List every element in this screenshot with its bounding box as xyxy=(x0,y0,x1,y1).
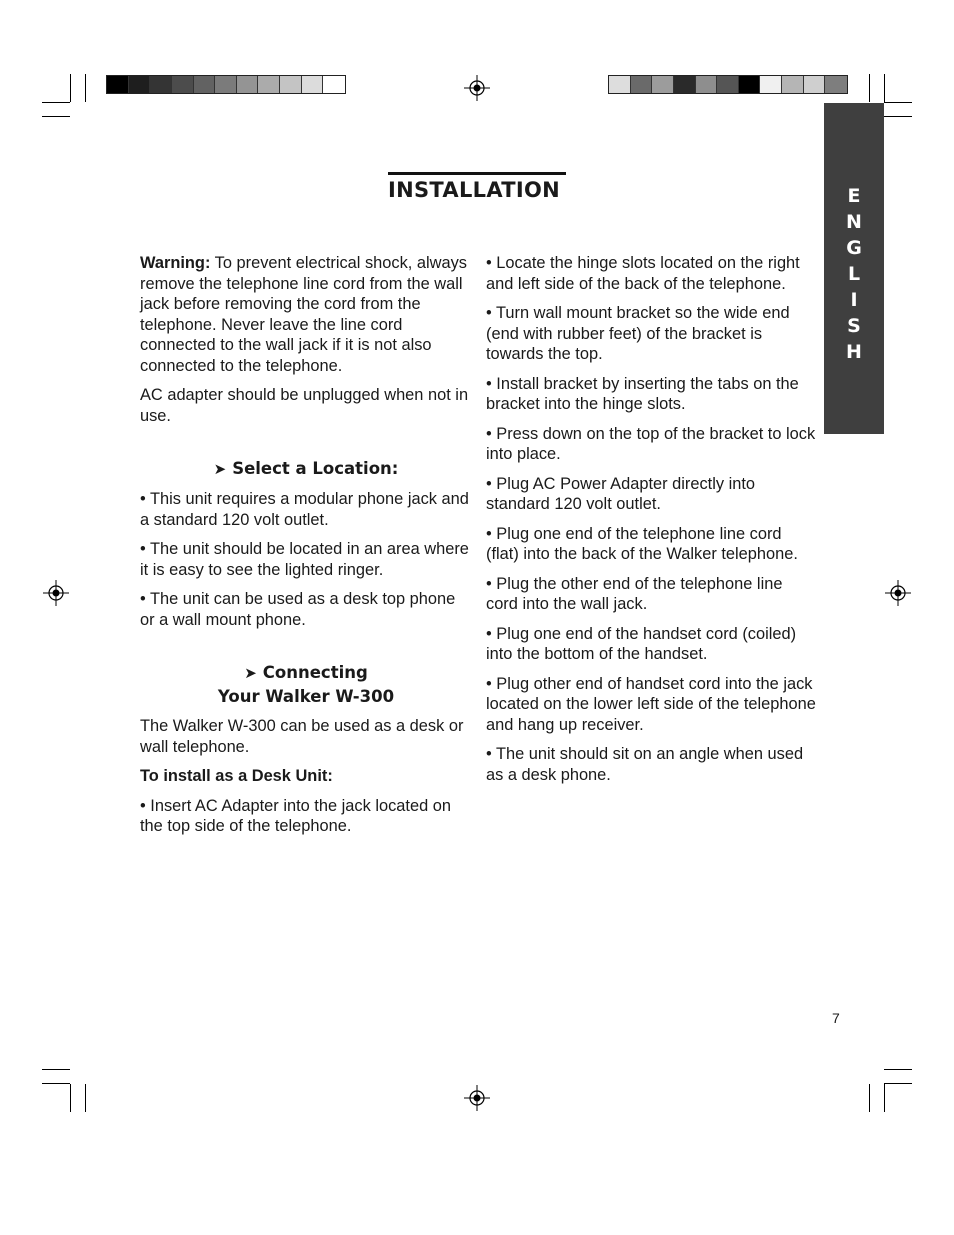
color-swatch xyxy=(631,76,653,93)
color-swatch xyxy=(258,76,280,93)
crop-mark xyxy=(85,74,86,102)
connecting-heading-line2: Your Walker W-300 xyxy=(217,687,395,706)
color-swatch xyxy=(652,76,674,93)
color-swatch xyxy=(150,76,172,93)
crop-mark xyxy=(884,1084,885,1112)
color-swatch xyxy=(323,76,345,93)
crop-mark xyxy=(70,74,71,102)
page-title: INSTALLATION xyxy=(388,178,561,202)
language-side-tab xyxy=(824,103,884,434)
list-item: • Plug one end of the handset cord (coiled) into the bottom of the handset. xyxy=(486,624,797,663)
desk-unit-label: To install as a Desk Unit: xyxy=(140,767,333,785)
list-item: • Plug AC Power Adapter directly into standard 120 volt outlet. xyxy=(486,474,756,513)
color-swatch xyxy=(696,76,718,93)
list-item: • The unit can be used as a desk top phone or a wall mount phone. xyxy=(140,590,456,629)
color-swatch xyxy=(717,76,739,93)
list-item: • Locate the hinge slots located on the right and left side of the back of the telephone. xyxy=(486,254,800,293)
warning-text: To prevent electrical shock, always remove the telephone line cord from the wall jack before removing the cord from the telephone. Never leave the line cord connected to the wall jack if it is not also connected to the telephone. xyxy=(140,254,468,375)
connecting-heading xyxy=(140,661,472,708)
crop-mark xyxy=(42,1069,70,1070)
crop-mark xyxy=(884,1069,912,1070)
left-column xyxy=(140,253,472,846)
crop-mark xyxy=(42,1083,70,1084)
color-swatch xyxy=(804,76,826,93)
warning-label: Warning: xyxy=(140,254,211,272)
color-bar-right xyxy=(608,75,848,94)
color-swatch xyxy=(280,76,302,93)
registration-mark-icon xyxy=(43,580,69,606)
select-location-label: Select a Location: xyxy=(232,459,399,478)
right-column xyxy=(486,253,816,794)
color-swatch xyxy=(129,76,151,93)
list-item: • Plug the other end of the telephone line cord into the wall jack. xyxy=(486,574,783,613)
color-swatch xyxy=(609,76,631,93)
crop-mark xyxy=(884,116,912,117)
page-number: 7 xyxy=(832,1010,840,1026)
color-swatch xyxy=(107,76,129,93)
select-location-heading xyxy=(140,457,472,481)
registration-mark-icon xyxy=(885,580,911,606)
crop-mark xyxy=(884,74,885,102)
crop-mark xyxy=(869,1084,870,1112)
arrow-right-icon: ➤ xyxy=(213,460,227,478)
crop-mark xyxy=(884,102,912,103)
color-swatch xyxy=(825,76,847,93)
color-swatch xyxy=(739,76,761,93)
list-item: • The unit should be located in an area where it is easy to see the lighted ringer. xyxy=(140,540,469,579)
list-item: • Plug one end of the telephone line cord (flat) into the back of the Walker telephone. xyxy=(486,524,798,563)
warning-paragraph xyxy=(140,253,472,376)
color-swatch xyxy=(172,76,194,93)
registration-mark-icon xyxy=(464,1085,490,1111)
list-item: • Install bracket by inserting the tabs on the bracket into the hinge slots. xyxy=(486,374,799,413)
crop-mark xyxy=(85,1084,86,1112)
title-rule xyxy=(388,172,566,175)
connecting-heading-line1: Connecting xyxy=(262,663,368,682)
list-item: • Turn wall mount bracket so the wide end (end with rubber feet) of the bracket is towards the top. xyxy=(486,304,790,363)
color-swatch xyxy=(215,76,237,93)
color-swatch xyxy=(782,76,804,93)
color-swatch xyxy=(760,76,782,93)
color-swatch xyxy=(302,76,324,93)
color-swatch xyxy=(674,76,696,93)
list-item: • Press down on the top of the bracket to lock into place. xyxy=(486,424,816,463)
side-tab-label: E N G L I S H xyxy=(846,185,862,363)
list-item: • The unit should sit on an angle when used as a desk phone. xyxy=(486,745,804,784)
list-item: • Plug other end of handset cord into the jack located on the lower left side of the telephone and hang up receiver. xyxy=(486,674,816,734)
crop-mark xyxy=(884,1083,912,1084)
arrow-right-icon: ➤ xyxy=(244,664,257,682)
registration-mark-icon xyxy=(464,75,490,101)
color-swatch xyxy=(237,76,259,93)
color-swatch xyxy=(194,76,216,93)
ac-note: AC adapter should be unplugged when not in use. xyxy=(140,386,469,425)
list-item: • This unit requires a modular phone jack and a standard 120 volt outlet. xyxy=(140,490,469,529)
connecting-intro: The Walker W-300 can be used as a desk or wall telephone. xyxy=(140,717,464,756)
color-bar-left xyxy=(106,75,346,94)
crop-mark xyxy=(42,116,70,117)
crop-mark xyxy=(42,102,70,103)
crop-mark xyxy=(70,1084,71,1112)
crop-mark xyxy=(869,74,870,102)
list-item: • Insert AC Adapter into the jack located on the top side of the telephone. xyxy=(140,796,451,835)
